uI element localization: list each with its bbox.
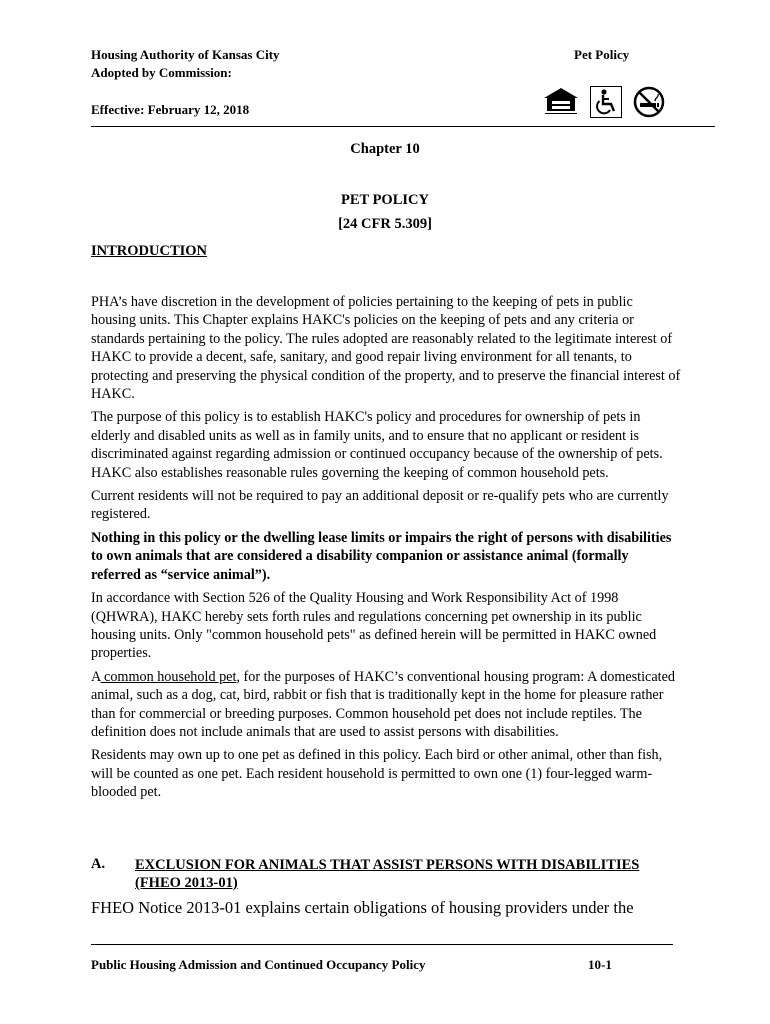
equal-housing-opportunity-icon <box>541 86 581 116</box>
footer-page-number: 10-1 <box>588 957 612 972</box>
section-a-text: FHEO Notice 2013-01 explains certain obligations of housing providers under the <box>91 898 634 917</box>
definition-prefix: A <box>91 668 101 685</box>
header-icons <box>541 86 666 120</box>
header-rule <box>91 126 715 127</box>
intro-paragraph-1: PHA’s have discretion in the development of policies pertaining to the keeping of pets in public housing units. This Chapter explains HAKC's policies on the keeping of pets and any criteria or standards pertaining to the policy. The rules adopted are reasonably related to the legitimate interest of HAKC to provide a decent, safe, sanitary, and good repair living environment for all tenants, to protecting and preserving the physical condition of the property, and to preserve the financial interest of HAKC. <box>91 294 681 403</box>
introduction-body <box>91 293 681 807</box>
definition-term: common household pet <box>100 668 237 685</box>
no-smoking-icon <box>633 86 665 118</box>
intro-paragraph-3: Current residents will not be required to pay an additional deposit or re-qualify pets who are currently registered. <box>91 488 669 523</box>
wheelchair-accessibility-icon <box>590 86 622 118</box>
footer-rule <box>91 944 673 945</box>
chapter-title: Chapter 10 <box>350 141 420 157</box>
section-a-letter: A. <box>91 856 106 872</box>
intro-paragraph-5: In accordance with Section 526 of the Quality Housing and Work Responsibility Act of 1998 (QHWRA), HAKC hereby sets forth rules and regulations concerning pet ownership in its public housing units. Only "common household pets" as defined herein will be permitted in HAKC owned properties. <box>91 590 657 662</box>
section-a-heading-line-2: (FHEO 2013-01) <box>135 875 238 891</box>
section-a-heading <box>135 856 639 892</box>
intro-paragraph-2: The purpose of this policy is to establish HAKC's policy and procedures for ownership of pets in elderly and disabled units as well as in family units, and to ensure that no applicant or resident is discriminated against regarding admission or continued occupancy because of the ownership of pets. HAKC also establishes reasonable rules governing the keeping of common household pets. <box>91 409 663 481</box>
header-doc-type: Pet Policy <box>574 47 630 62</box>
cfr-reference: [24 CFR 5.309] <box>338 216 432 232</box>
intro-paragraph-4: Nothing in this policy or the dwelling lease limits or impairs the right of persons with disabilities to own animals that are considered a disability companion or assistance animal (formally referred as “service animal”). <box>91 529 672 583</box>
footer-title: Public Housing Admission and Continued Occupancy Policy <box>91 957 426 972</box>
header-adopted: Adopted by Commission: <box>91 65 232 80</box>
intro-paragraph-6 <box>91 668 681 742</box>
intro-paragraph-7: Residents may own up to one pet as defined in this policy. Each bird or other animal, other than fish, will be counted as one pet. Each resident household is permitted to own one (1) four-legged warm-blooded pet. <box>91 747 663 801</box>
introduction-heading: INTRODUCTION <box>91 243 208 259</box>
header-effective: Effective: February 12, 2018 <box>91 102 250 117</box>
section-a-heading-line-1: EXCLUSION FOR ANIMALS THAT ASSIST PERSONS WITH DISABILITIES <box>135 857 640 873</box>
policy-title: PET POLICY <box>341 192 429 208</box>
definition-text: , for the purposes of HAKC’s conventional housing program: A domesticated animal, such as a dog, cat, bird, rabbit or fish that is traditionally kept in the home for pleasure rather than for commercial or breeding purposes. Common household pet does not include reptiles. The definition does not include animals that are used to assist persons with disabilities. <box>91 668 675 740</box>
header-org: Housing Authority of Kansas City <box>91 47 280 62</box>
